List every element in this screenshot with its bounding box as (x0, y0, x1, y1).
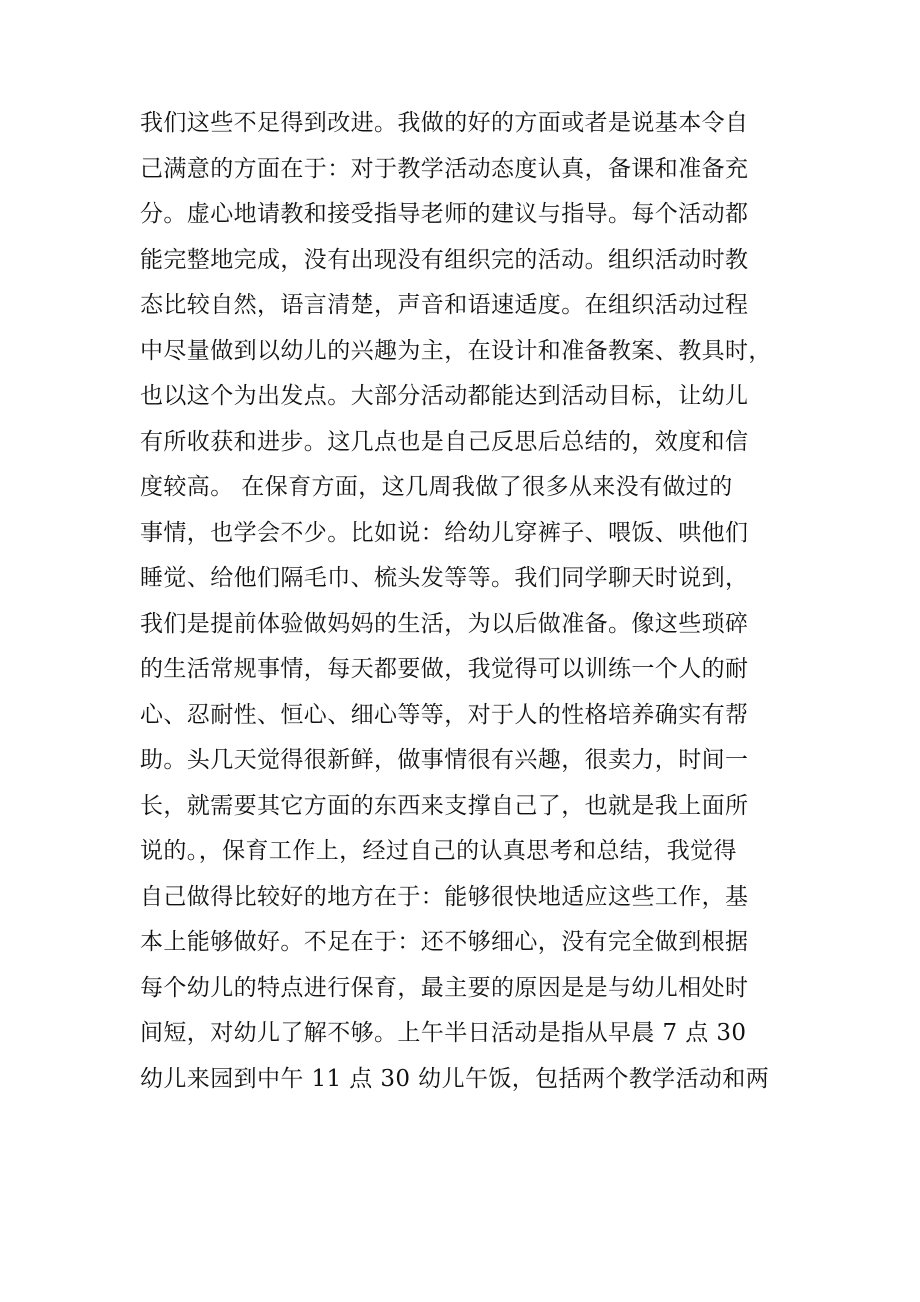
text-line-7: 也以这个为出发点。大部分活动都能达到活动目标，让幼儿 (140, 383, 749, 409)
text-line-11: 睡觉、给他们隔毛巾、梳头发等等。我们同学聊天时说到， (140, 565, 749, 591)
body-text (140, 101, 780, 1102)
text-line-2: 己满意的方面在于：对于教学活动态度认真，备课和准备充 (140, 155, 749, 182)
text-line-13: 的生活常规事情，每天都要做，我觉得可以训练一个人的耐 (140, 656, 749, 682)
text-line-8: 有所收获和进步。这几点也是自己反思后总结的，效度和信 (140, 428, 749, 455)
text-line-6: 中尽量做到以幼儿的兴趣为主，在设计和准备教案、教具时， (140, 337, 772, 364)
text-line-18: 自己做得比较好的地方在于：能够很快地适应这些工作，基 (140, 883, 749, 910)
text-line-4: 能完整地完成，没有出现没有组织完的活动。组织活动时教 (140, 246, 749, 273)
text-line-20: 每个幼儿的特点进行保育，最主要的原因是是与幼儿相处时 (140, 974, 749, 1001)
text-line-15: 助。头几天觉得很新鲜，做事情很有兴趣，很卖力，时间一 (140, 747, 749, 773)
text-line-14: 心、忍耐性、恒心、细心等等，对于人的性格培养确实有帮 (140, 701, 749, 728)
text-line-3: 分。虚心地请教和接受指导老师的建议与指导。每个活动都 (140, 201, 749, 227)
text-line-19: 本上能够做好。不足在于：还不够细心，没有完全做到根据 (140, 929, 749, 955)
text-line-5: 态比较自然，语言清楚，声音和语速适度。在组织活动过程 (140, 292, 749, 318)
text-line-16: 长，就需要其它方面的东西来支撑自己了，也就是我上面所 (140, 792, 749, 819)
text-line-21: 间短，对幼儿了解不够。上午半日活动是指从早晨 7 点 30 (140, 1020, 747, 1046)
text-line-9: 度较高。 在保育方面，这几周我做了很多从来没有做过的 (140, 474, 733, 500)
text-line-12: 我们是提前体验做妈妈的生活，为以后做准备。像这些琐碎 (140, 610, 749, 637)
text-line-22: 幼儿来园到中午 11 点 30 幼儿午饭，包括两个教学活动和两 (140, 1065, 770, 1092)
text-line-10: 事情，也学会不少。比如说：给幼儿穿裤子、喂饭、哄他们 (140, 519, 749, 546)
text-line-17: 说的。，保育工作上，经过自己的认真思考和总结，我觉得 (140, 838, 737, 864)
text-line-1: 我们这些不足得到改进。我做的好的方面或者是说基本令自 (140, 110, 749, 136)
